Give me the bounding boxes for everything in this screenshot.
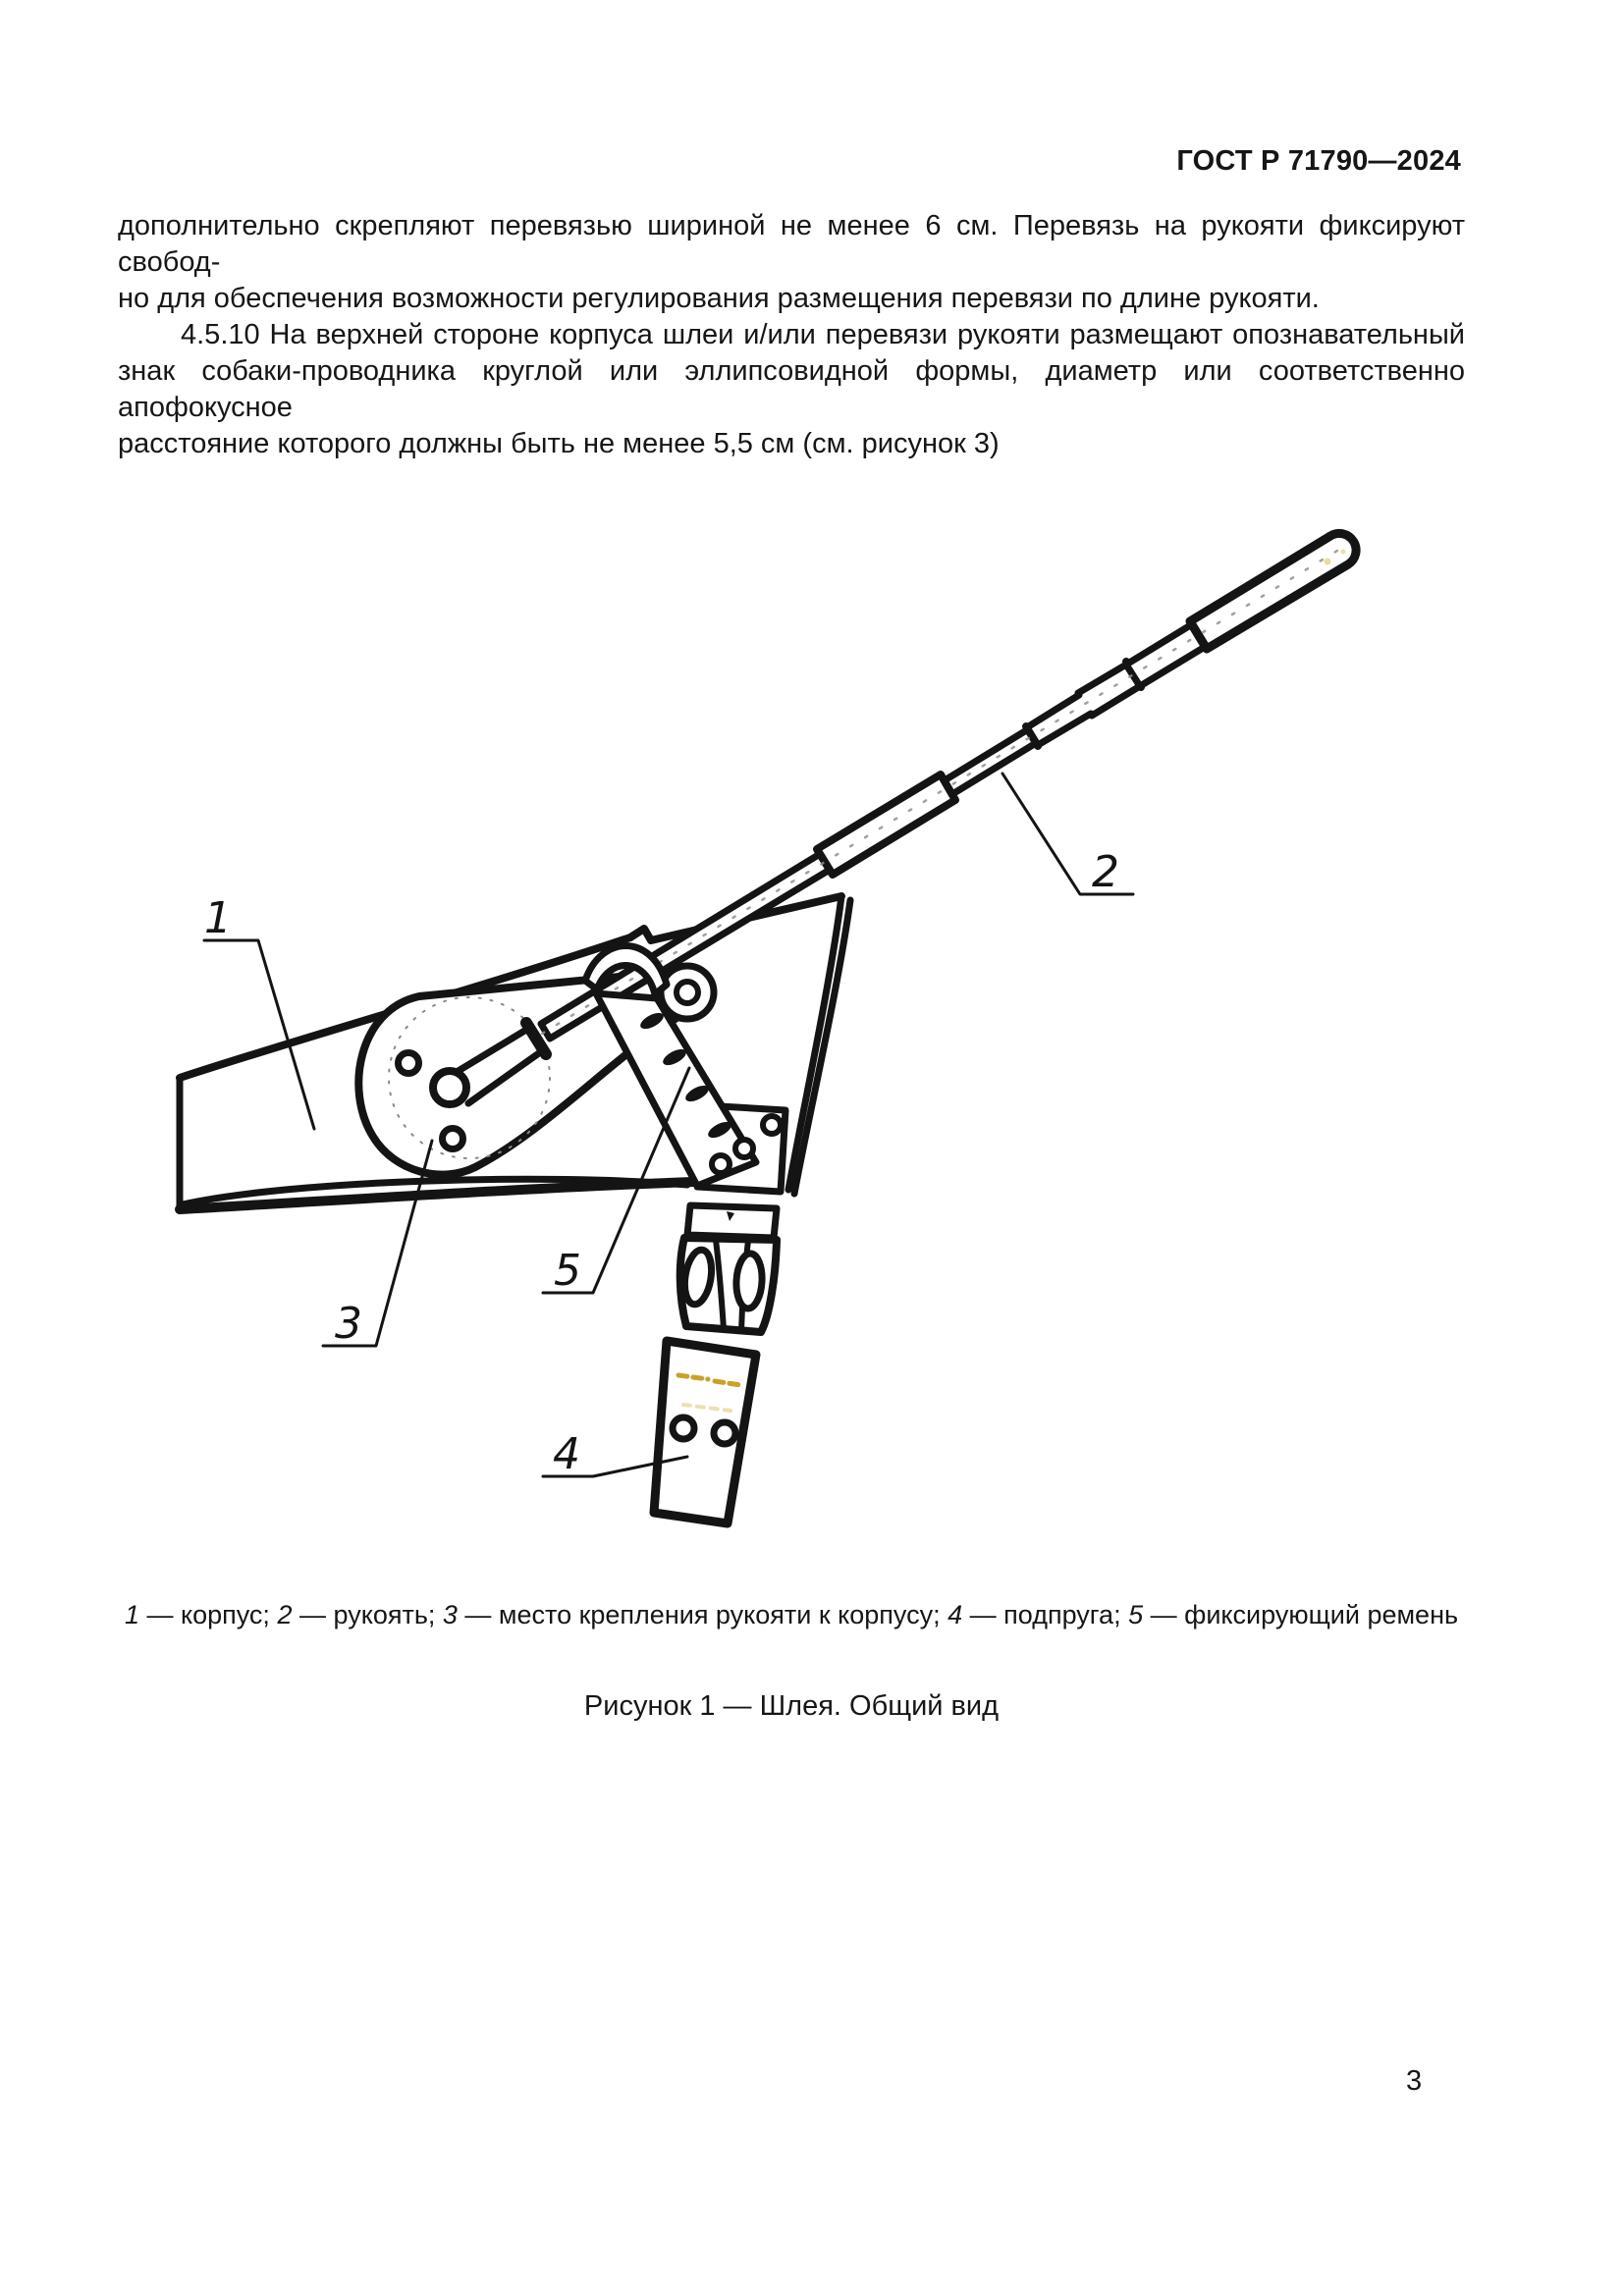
plate-hole (443, 1129, 463, 1149)
figure-caption: Рисунок 1 — Шлея. Общий вид (583, 1690, 1000, 1722)
rod-centerline (542, 551, 1337, 1034)
legend-text: — подпруга; (962, 1600, 1129, 1629)
legend-number: 1 (124, 1600, 139, 1629)
girth-strap (654, 1205, 777, 1523)
text-line: расстояние которого должны быть не менее 5,5 см (см. рисунок 3) (118, 428, 1000, 459)
figure-legend (118, 1600, 1465, 1630)
text-line: знак собаки-проводника круглой или эллипсовидной формы, диаметр или соответственно апофокусное (118, 355, 1465, 423)
callout-3: 3 (335, 1299, 362, 1349)
standard-number-header: ГОСТ Р 71790—2024 (1176, 145, 1461, 177)
legend-text: — место крепления рукояти к корпусу; (457, 1600, 948, 1629)
callout-2: 2 (1092, 847, 1119, 897)
legend-text: — фиксирующий ремень (1143, 1600, 1459, 1629)
text-line: но для обеспечения возможности регулирования размещения перевязи по длине рукояти. (118, 283, 1320, 314)
text-line: 4.5.10 На верхней стороне корпуса шлеи и/или перевязи рукояти размещают опознавательный (181, 319, 1465, 350)
callout-5: 5 (554, 1246, 581, 1296)
plate-hole (399, 1053, 419, 1074)
legend-number: 2 (277, 1600, 293, 1629)
text-line: дополнительно скрепляют перевязью шириной не менее 6 см. Перевязь на рукояти фиксируют свобод- (118, 210, 1465, 278)
callout-1: 1 (204, 893, 232, 943)
legend-text: — корпус; (138, 1600, 278, 1629)
callout-4: 4 (553, 1429, 580, 1479)
legend-number: 4 (947, 1600, 963, 1629)
page-number: 3 (1406, 2065, 1423, 2097)
legend-number: 5 (1128, 1600, 1144, 1629)
legend-text: — рукоять; (292, 1600, 443, 1629)
legend-number: 3 (442, 1600, 458, 1629)
handle-grip (1190, 533, 1356, 649)
plate-pivot-hole (433, 1071, 466, 1104)
strap-end (654, 1341, 756, 1523)
